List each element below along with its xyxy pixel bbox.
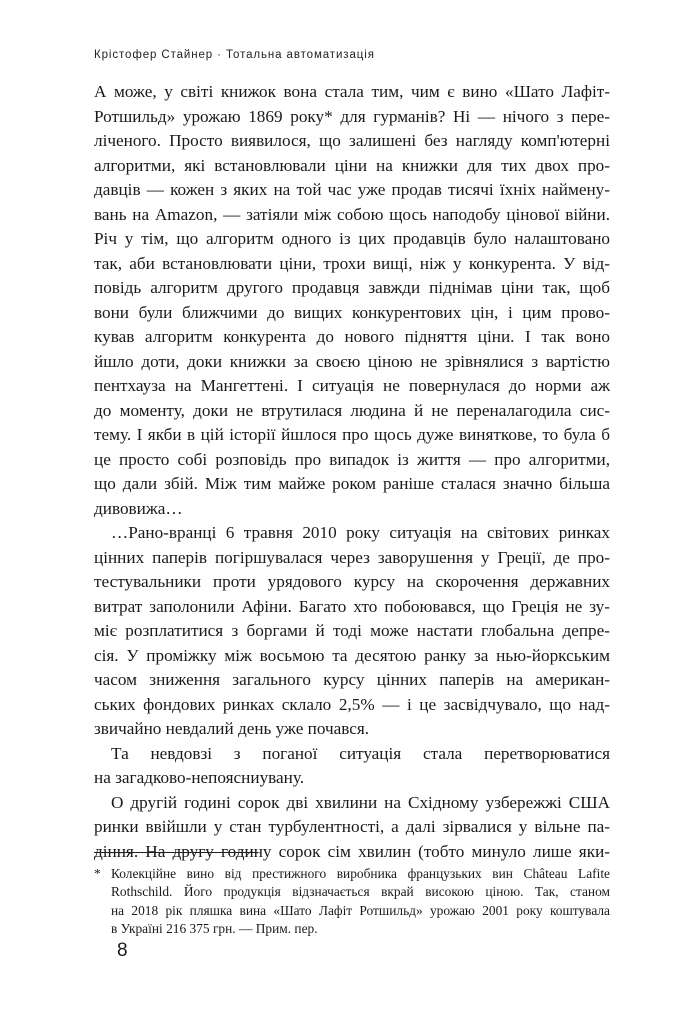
footnote-line: на 2018 рік пляшка вина «Шато Лафіт Ротшильд» урожаю 2001 року коштувала xyxy=(111,902,610,918)
text-line: ринки ввійшли у стан турбулентності, а далі зірвалися у вільне па- xyxy=(94,817,610,836)
text-line: вань на Amazon, — затіяли між собою щось наподобу цінової війни. xyxy=(94,204,610,224)
footnote-line: Rothschild. Його продукція відзначається вкрай високою ціною. Так, станом xyxy=(111,884,610,900)
text-line: дивовижа… xyxy=(94,498,183,518)
text-line: Та невдовзі з поганої ситуація стала перетворюватися xyxy=(111,743,610,763)
text-line: ліченого. Просто виявилося, що залишені без нагляду комп'ютерні xyxy=(94,131,610,150)
page-number: 8 xyxy=(117,940,128,961)
footnote-marker: * xyxy=(94,866,101,881)
text-line: тестувальники проти урядового курсу на скорочення державних xyxy=(94,572,610,591)
body-text xyxy=(94,80,610,864)
text-line: …Рано-вранці 6 травня 2010 року ситуація на світових ринках xyxy=(111,523,610,542)
text-line: пентхауза на Мангеттені. І ситуація не повернулася до норми аж xyxy=(94,376,610,395)
running-head: Крістофер Стайнер · Тотальна автоматизація xyxy=(94,49,375,61)
text-line: діння. На другу годину сорок сім хвилин (тобто минуло лише яки- xyxy=(94,841,610,861)
text-line: на загадково-непоясниувану. xyxy=(94,768,305,787)
text-line: О другій годині сорок дві хвилини на Східному узбережжі США xyxy=(111,792,610,812)
footnote xyxy=(94,865,610,939)
footnote-line: Колекційне вино від престижного виробника французьких вин Château Lafite xyxy=(111,866,610,881)
text-line: А може, у світі книжок вона стала тим, чим є вино «Шато Лафіт- xyxy=(94,82,610,101)
text-line: витрат заполонили Афіни. Багато хто побоювався, що Греція не зу- xyxy=(94,596,610,616)
text-line: ських фондових ринках склало 2,5% — і це засвідчувало, що над- xyxy=(94,694,610,714)
text-line: йшло доти, доки книжки за своєю ціною не зрівнялися з вартістю xyxy=(94,351,610,371)
text-line: повідь алгоритм другого продавця завжди піднімав ціни так, щоб xyxy=(94,278,610,297)
text-line: тему. І якби в цій історії йшлося про щось дуже виняткове, то була б xyxy=(94,425,610,444)
text-line: так, аби встановлювати ціни, трохи вищі, ніж у конкурента. У від- xyxy=(94,253,610,273)
text-line: до моменту, доки не втрутилася людина й не переналагодила сис- xyxy=(94,400,610,420)
text-line: часом зниження загального курсу цінних паперів на американ- xyxy=(94,670,610,689)
text-line: алгоритми, які встановлювали ціни на книжки для тих двох про- xyxy=(94,155,610,175)
text-line: що дали збій. Між тим майже роком раніше сталася значно більша xyxy=(94,474,610,493)
text-line: міє розплатитися з боргами й тоді може настати глобальна депре- xyxy=(94,621,610,640)
text-line: давців — кожен з яких на той час уже продав тисячі їхніх наймену- xyxy=(94,180,610,199)
text-line: вони були ближчими до вищих конкурентових цін, і цим прово- xyxy=(94,302,610,322)
footnote-line: в Україні 216 375 грн. — Прим. пер. xyxy=(111,921,318,937)
text-line: Річ у тім, що алгоритм одного із цих продавців було налаштовано xyxy=(94,229,610,248)
text-line: сія. У проміжку між восьмою та десятою ранку за нью-йоркським xyxy=(94,645,610,665)
text-line: звичайно невдалий день уже почався. xyxy=(94,719,370,738)
text-line: це просто собі розповідь про випадок із життя — про алгоритми, xyxy=(94,449,610,469)
text-line: Ротшильд» урожаю 1869 року* для гурманів? Ні — нічого з пере- xyxy=(94,106,610,126)
footnote-rule xyxy=(94,852,258,853)
text-line: цінних паперів погіршувалася через заворушення у Греції, де про- xyxy=(94,547,610,567)
text-line: кував алгоритм конкурента до нового підняття ціни. І так воно xyxy=(94,327,610,346)
